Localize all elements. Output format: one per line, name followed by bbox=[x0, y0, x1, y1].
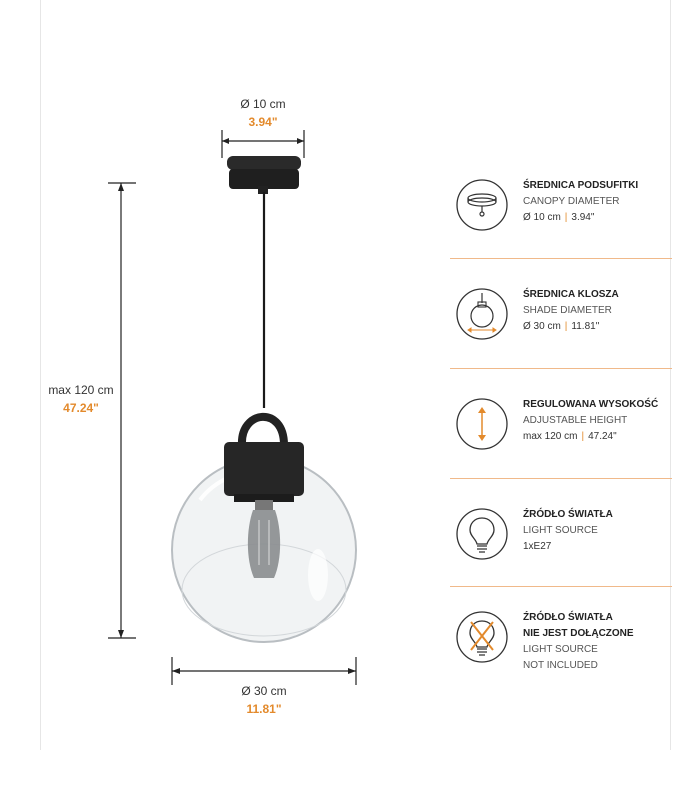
value-separator: | bbox=[564, 321, 568, 332]
bulb-icon bbox=[455, 507, 509, 561]
spec-subtitle: ADJUSTABLE HEIGHT bbox=[523, 415, 628, 426]
spec-subtitle: LIGHT SOURCE bbox=[523, 644, 598, 655]
height-cm: max 120 cm bbox=[48, 383, 114, 397]
bulb-crossed-icon bbox=[455, 610, 509, 664]
spec-adjustable-height bbox=[455, 397, 670, 457]
spec-divider bbox=[450, 478, 672, 479]
lamp-holder bbox=[224, 442, 304, 502]
spec-value: 1xE27 bbox=[523, 541, 552, 552]
spec-subtitle: SHADE DIAMETER bbox=[523, 305, 612, 316]
height-inch: 47.24" bbox=[63, 401, 99, 415]
spec-shade-diameter bbox=[455, 287, 670, 347]
shade-dimension-line bbox=[172, 657, 356, 685]
spec-title-line2: NIE JEST DOŁĄCZONE bbox=[523, 628, 634, 639]
spec-divider bbox=[450, 258, 672, 259]
shade-dimension-label bbox=[214, 684, 314, 716]
spec-title: ŹRÓDŁO ŚWIATŁA bbox=[523, 509, 613, 520]
canopy-cm: Ø 10 cm bbox=[240, 97, 286, 111]
spec-value-inch: 3.94" bbox=[571, 212, 595, 223]
value-separator: | bbox=[564, 212, 568, 223]
edison-bulb bbox=[248, 500, 280, 578]
spec-light-source bbox=[455, 507, 670, 567]
spec-divider bbox=[450, 368, 672, 369]
lamp-handle bbox=[242, 417, 284, 445]
value-separator: | bbox=[581, 431, 585, 442]
canopy-dimension-line bbox=[222, 130, 304, 158]
spec-value-cm: Ø 10 cm bbox=[523, 212, 561, 223]
spec-subtitle: CANOPY DIAMETER bbox=[523, 196, 620, 207]
canopy-dimension-label bbox=[222, 97, 304, 129]
shade-cm: Ø 30 cm bbox=[241, 684, 287, 698]
lamp-canopy bbox=[227, 156, 301, 194]
spec-title: ŚREDNICA PODSUFITKI bbox=[523, 180, 639, 191]
spec-light-source-not-included bbox=[455, 610, 670, 680]
spec-title: REGULOWANA WYSOKOŚĆ bbox=[523, 399, 659, 410]
spec-value-inch: 47.24" bbox=[588, 431, 617, 442]
shade-inch: 11.81" bbox=[246, 702, 282, 716]
spec-value-cm: Ø 30 cm bbox=[523, 321, 561, 332]
height-arrow-icon bbox=[455, 397, 509, 451]
spec-subtitle-line2: NOT INCLUDED bbox=[523, 660, 598, 671]
spec-canopy-diameter bbox=[455, 178, 670, 238]
shade-icon bbox=[455, 287, 509, 341]
spec-title: ŚREDNICA KLOSZA bbox=[523, 289, 619, 300]
spec-value-cm: max 120 cm bbox=[523, 431, 578, 442]
spec-value-inch: 11.81" bbox=[571, 321, 600, 332]
canopy-icon bbox=[455, 178, 509, 232]
height-dimension-label bbox=[46, 383, 116, 415]
spec-title: ŹRÓDŁO ŚWIATŁA bbox=[523, 612, 613, 623]
spec-divider bbox=[450, 586, 672, 587]
spec-subtitle: LIGHT SOURCE bbox=[523, 525, 598, 536]
canopy-inch: 3.94" bbox=[248, 115, 278, 129]
